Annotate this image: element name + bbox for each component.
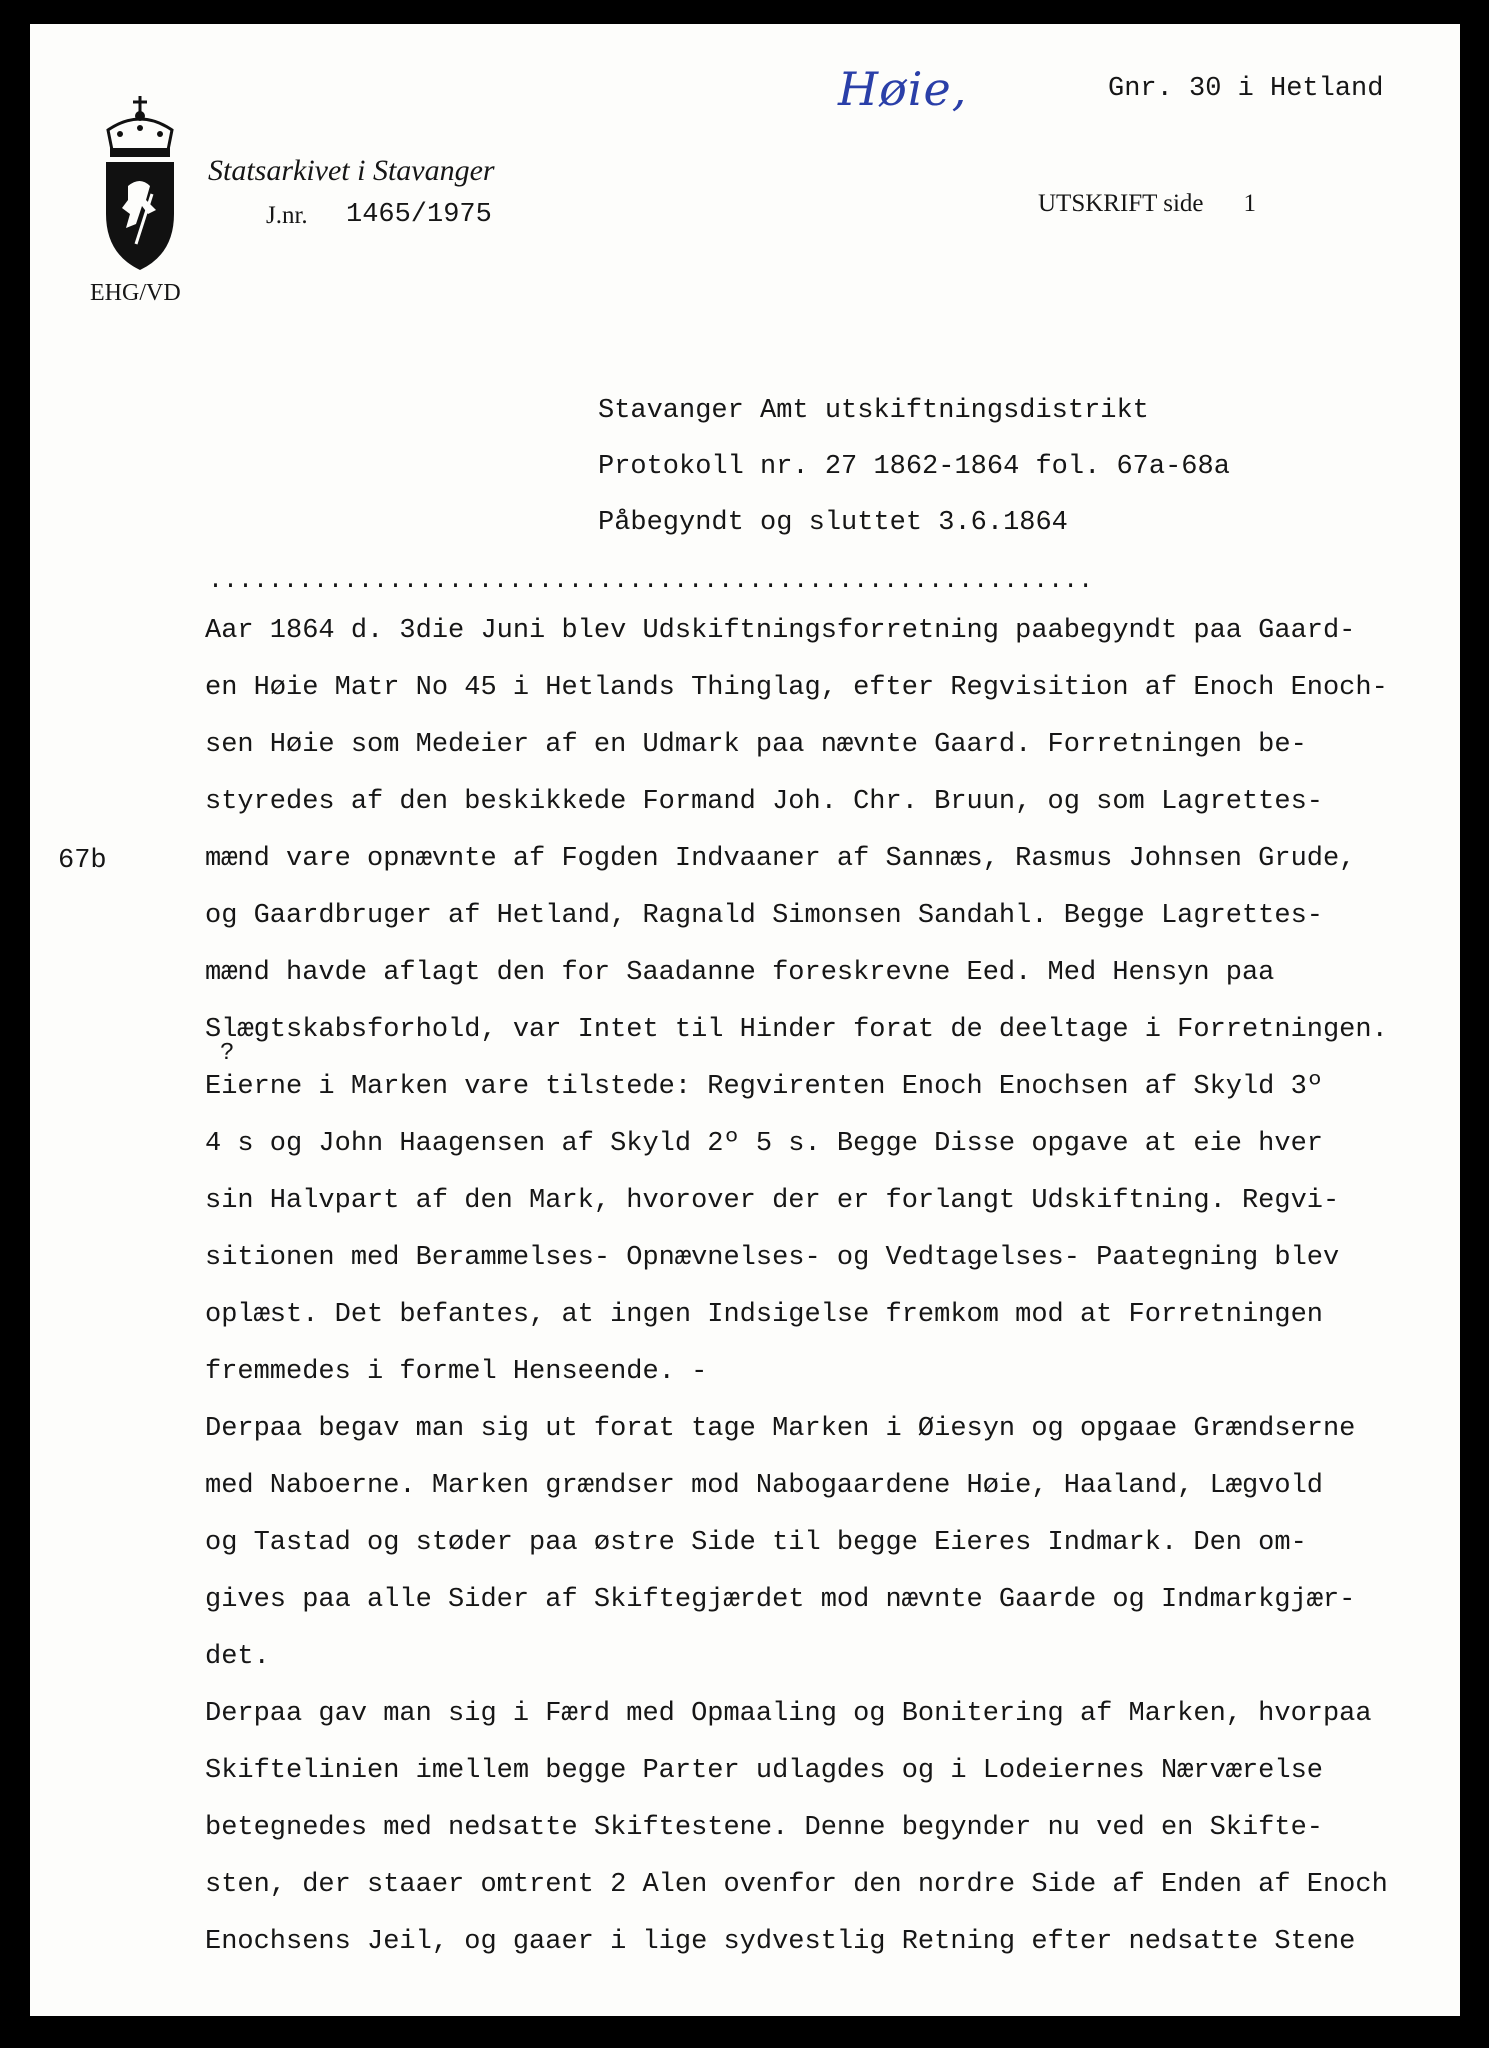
body-line: fremmedes i formel Henseende. - (205, 1357, 708, 1387)
body-line: sitionen med Berammelses- Opnævnelses- og Vedtagelses- Paategning blev (205, 1243, 1340, 1273)
body-line: en Høie Matr No 45 i Hetlands Thinglag, efter Regvisition af Enoch Enoch- (205, 673, 1388, 703)
handwritten-note: Høie, (838, 62, 968, 116)
dotted-separator: ........................................................... (208, 566, 1094, 595)
body-line: Eierne i Marken vare tilstede: Regvirenten Enoch Enochsen af Skyld 3º (205, 1072, 1323, 1102)
question-mark: ? (220, 1040, 235, 1067)
body-line: Derpaa begav man sig ut forat tage Marken i Øiesyn og opgaae Grændserne (205, 1414, 1356, 1444)
body-line: betegnedes med nedsatte Skiftestene. Denne begynder nu ved en Skifte- (205, 1813, 1323, 1843)
body-line: mænd vare opnævnte af Fogden Indvaaner af Sannæs, Rasmus Johnsen Grude, (205, 844, 1356, 874)
archive-name: Statsarkivet i Stavanger (208, 154, 495, 187)
utskrift-text: UTSKRIFT side (1038, 190, 1204, 217)
body-line: 4 s og John Haagensen af Skyld 2º 5 s. Begge Disse opgave at eie hver (205, 1129, 1323, 1159)
body-line: oplæst. Det befantes, at ingen Indsigelse fremkom mod at Forretningen (205, 1300, 1323, 1330)
gnr-reference: Gnr. 30 i Hetland (1108, 74, 1384, 104)
document-page (30, 24, 1460, 2016)
margin-note: 67b (58, 846, 107, 876)
body-line: sen Høie som Medeier af en Udmark paa nævnte Gaard. Forretningen be- (205, 730, 1307, 760)
body-line: Enochsens Jeil, og gaaer i lige sydvestlig Retning efter nedsatte Stene (205, 1927, 1356, 1957)
body-line: med Naboerne. Marken grændser mod Nabogaardene Høie, Haaland, Lægvold (205, 1471, 1323, 1501)
body-line: Slægtskabsforhold, var Intet til Hinder forat de deeltage i Forretningen. (205, 1015, 1388, 1045)
coat-of-arms-icon (90, 94, 190, 274)
body-line: og Gaardbruger af Hetland, Ragnald Simonsen Sandahl. Begge Lagrettes- (205, 901, 1323, 931)
body-line: mænd havde aflagt den for Saadanne foreskrevne Eed. Med Hensyn paa (205, 958, 1275, 988)
jnr-value: 1465/1975 (346, 200, 492, 230)
page-number: 1 (1243, 190, 1257, 217)
protocol-line: Protokoll nr. 27 1862-1864 fol. 67a-68a (598, 452, 1230, 482)
date-line: Påbegyndt og sluttet 3.6.1864 (598, 508, 1068, 538)
body-line: sin Halvpart af den Mark, hvorover der er forlangt Udskiftning. Regvi- (205, 1186, 1340, 1216)
district-line: Stavanger Amt utskiftningsdistrikt (598, 396, 1149, 426)
body-line: styredes af den beskikkede Formand Joh. Chr. Bruun, og som Lagrettes- (205, 787, 1323, 817)
utskrift-label (1038, 190, 1256, 218)
initials: EHG/VD (90, 280, 181, 306)
body-line: det. (205, 1642, 270, 1672)
body-line: sten, der staaer omtrent 2 Alen ovenfor den nordre Side af Enden af Enoch (205, 1870, 1388, 1900)
body-line: gives paa alle Sider af Skiftegjærdet mod nævnte Gaarde og Indmarkgjær- (205, 1585, 1356, 1615)
body-line: Skiftelinien imellem begge Parter udlagdes og i Lodeiernes Nærværelse (205, 1756, 1323, 1786)
jnr-label: J.nr. (266, 202, 308, 229)
body-line: og Tastad og støder paa østre Side til begge Eieres Indmark. Den om- (205, 1528, 1307, 1558)
body-line: Derpaa gav man sig i Færd med Opmaaling og Bonitering af Marken, hvorpaa (205, 1699, 1372, 1729)
body-line: Aar 1864 d. 3die Juni blev Udskiftningsforretning paabegyndt paa Gaard- (205, 616, 1356, 646)
